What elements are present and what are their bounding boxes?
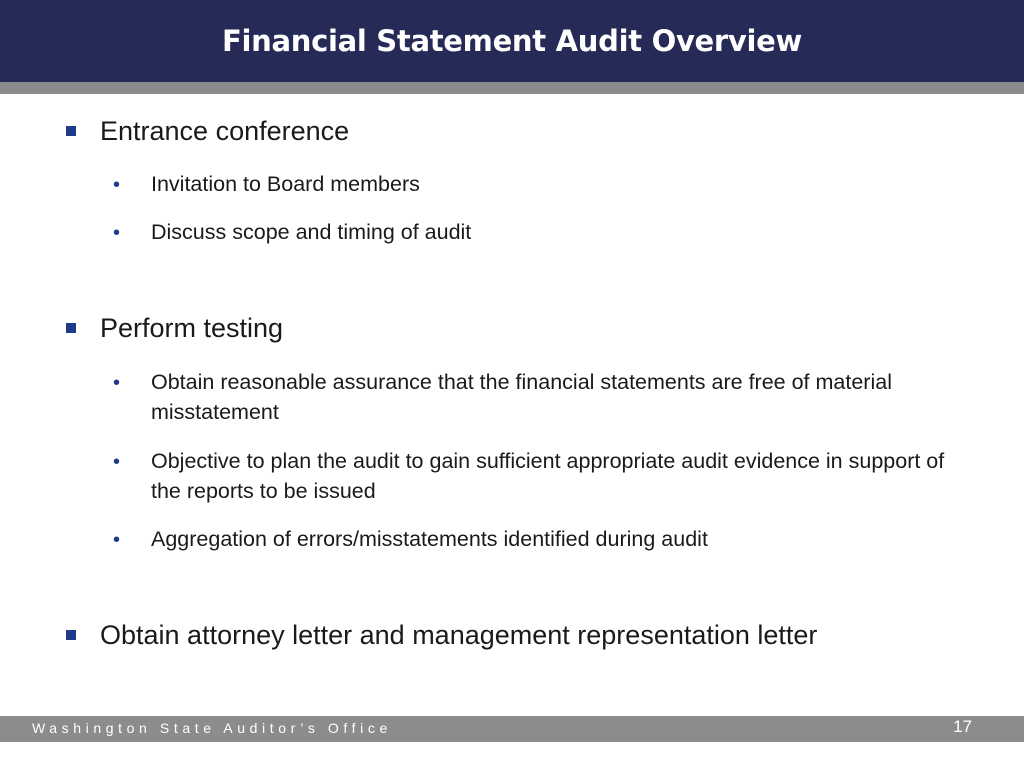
section-heading-testing: Perform testing — [100, 313, 284, 343]
section-heading-letters: Obtain attorney letter and management representation letter — [100, 620, 818, 650]
list-item: Obtain reasonable assurance that the financial statements are free of material misstatement — [151, 370, 892, 424]
square-bullet-icon — [66, 126, 76, 136]
list-item: Aggregation of errors/misstatements identified during audit — [151, 527, 708, 551]
organization-name: Washington State Auditor’s Office — [32, 720, 392, 736]
square-bullet-icon — [66, 630, 76, 640]
bullet-dot-icon: • — [113, 174, 121, 196]
list-item: Invitation to Board members — [151, 172, 420, 196]
slide-footer — [0, 716, 1024, 742]
slide-title: Financial Statement Audit Overview — [221, 24, 803, 58]
list-item: Objective to plan the audit to gain sufficient appropriate audit evidence in support of the reports to be issued — [151, 449, 945, 503]
bullet-dot-icon: • — [113, 222, 121, 244]
bullet-dot-icon: • — [113, 372, 121, 394]
slide-header — [0, 0, 1024, 82]
header-divider — [0, 82, 1024, 94]
section-heading-entrance: Entrance conference — [100, 116, 350, 146]
square-bullet-icon — [66, 323, 76, 333]
bullet-dot-icon: • — [113, 451, 121, 473]
list-item: Discuss scope and timing of audit — [151, 220, 472, 244]
page-number: 17 — [953, 717, 972, 736]
bullet-dot-icon: • — [113, 529, 121, 551]
